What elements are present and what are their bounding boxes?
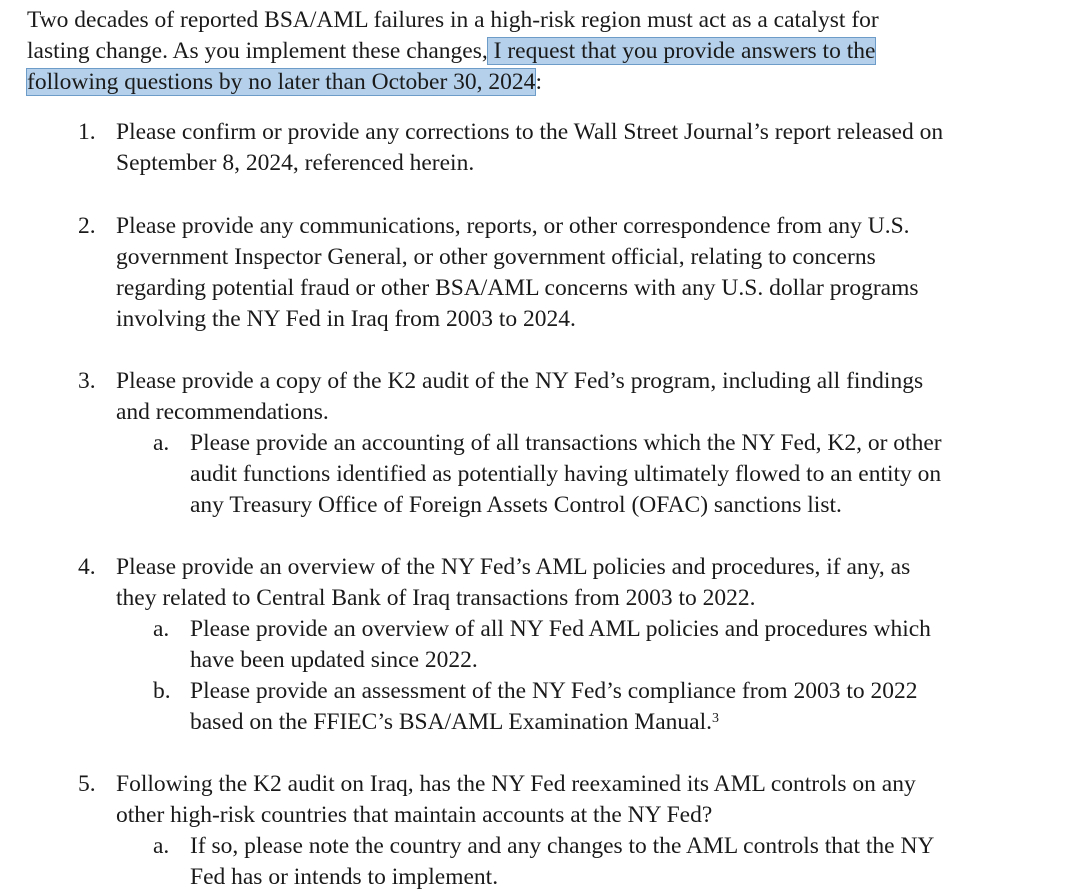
list-number: 1. bbox=[78, 119, 96, 145]
list-item-line: involving the NY Fed in Iraq from 2003 to 2024. bbox=[116, 306, 576, 332]
list-item-line: regarding potential fraud or other BSA/AML concerns with any U.S. dollar programs bbox=[116, 275, 919, 301]
sub-item-line: Fed has or intends to implement. bbox=[190, 864, 499, 890]
list-item-text bbox=[116, 117, 943, 179]
list-item-line: government Inspector General, or other government official, relating to concerns bbox=[116, 244, 876, 270]
list-item-line: other high-risk countries that maintain accounts at the NY Fed? bbox=[116, 802, 713, 828]
list-item-line: Please confirm or provide any corrections to the Wall Street Journal’s report released on bbox=[116, 119, 944, 145]
sub-item-line: any Treasury Office of Foreign Assets Control (OFAC) sanctions list. bbox=[190, 492, 842, 518]
list-item-text bbox=[116, 769, 916, 831]
list-item-line: Please provide any communications, reports, or other correspondence from any U.S. bbox=[116, 213, 910, 239]
intro-line-2-text: lasting change. As you implement these changes, bbox=[27, 38, 488, 64]
footnote-reference[interactable]: 3 bbox=[711, 711, 719, 726]
list-item-text bbox=[116, 211, 919, 335]
list-number: 2. bbox=[78, 213, 96, 239]
sub-item-text bbox=[190, 428, 942, 521]
sub-item-line: Please provide an overview of all NY Fed AML policies and procedures which bbox=[190, 616, 931, 642]
list-item-text bbox=[116, 366, 923, 428]
list-number: 3. bbox=[78, 368, 96, 394]
list-number: 4. bbox=[78, 554, 96, 580]
list-number: 5. bbox=[78, 771, 96, 797]
sub-item-line: Please provide an accounting of all transactions which the NY Fed, K2, or other bbox=[190, 430, 942, 456]
intro-paragraph bbox=[27, 5, 1067, 98]
sub-item-letter: a. bbox=[153, 616, 170, 642]
list-item-text bbox=[116, 552, 910, 614]
sub-item-letter: b. bbox=[153, 678, 171, 704]
sub-item-letter: a. bbox=[153, 833, 170, 859]
sub-item-letter: a. bbox=[153, 430, 170, 456]
list-item-line: Please provide a copy of the K2 audit of the NY Fed’s program, including all findings bbox=[116, 368, 924, 394]
sub-item-line-text: based on the FFIEC’s BSA/AML Examination Manual. bbox=[190, 709, 712, 735]
sub-item-text bbox=[190, 614, 931, 676]
highlighted-selection-part-1[interactable]: I request that you provide answers to the bbox=[487, 38, 876, 64]
list-item-line: they related to Central Bank of Iraq transactions from 2003 to 2022. bbox=[116, 585, 756, 611]
list-item-line: September 8, 2024, referenced herein. bbox=[116, 150, 475, 176]
list-item-line: Please provide an overview of the NY Fed’s AML policies and procedures, if any, as bbox=[116, 554, 911, 580]
intro-line-2 bbox=[27, 36, 1067, 67]
intro-line-1: Two decades of reported BSA/AML failures in a high-risk region must act as a catalyst for bbox=[27, 7, 879, 33]
list-item-line: and recommendations. bbox=[116, 399, 329, 425]
intro-line-3-colon: : bbox=[535, 69, 542, 95]
sub-item-text bbox=[190, 831, 934, 893]
document-page bbox=[27, 5, 1067, 890]
list-item-line: Following the K2 audit on Iraq, has the NY Fed reexamined its AML controls on any bbox=[116, 771, 916, 797]
sub-item-line: audit functions identified as potentially having ultimately flowed to an entity on bbox=[190, 461, 942, 487]
highlighted-selection-part-2[interactable]: following questions by no later than October 30, 2024 bbox=[27, 69, 536, 95]
sub-item-line: have been updated since 2022. bbox=[190, 647, 478, 673]
sub-item-line bbox=[190, 707, 917, 738]
sub-item-line: Please provide an assessment of the NY Fed’s compliance from 2003 to 2022 bbox=[190, 678, 918, 704]
sub-item-text bbox=[190, 676, 917, 738]
sub-item-line: If so, please note the country and any changes to the AML controls that the NY bbox=[190, 833, 935, 859]
intro-line-3 bbox=[27, 67, 1067, 98]
